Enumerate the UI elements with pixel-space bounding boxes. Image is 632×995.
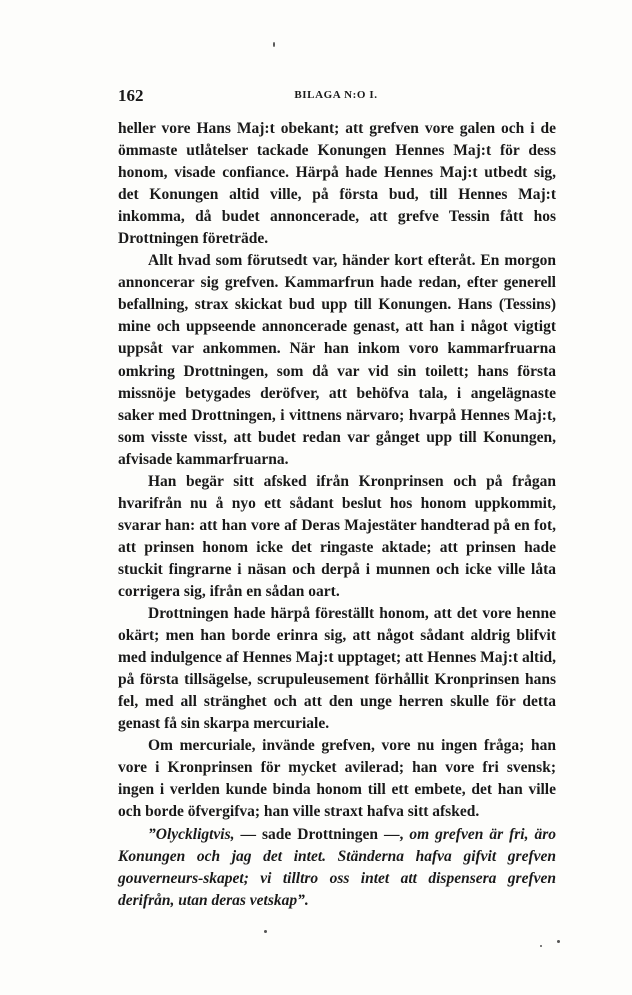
body-text — [118, 118, 556, 912]
quote-attribution: — sade Drottningen —, — [234, 825, 410, 843]
quote-opening: ”Olyckligtvis, — [148, 825, 235, 843]
paragraph-5: Om mercuriale, invände grefven, vore nu ingen fråga; han vore i Kronprinsen för mycket avilerad; han vore fri svensk; ingen i verlden kunde binda honom till ett embete, det han ville och borde öfvergifva; han ville straxt hafva sitt afsked. — [118, 737, 556, 821]
print-speck — [557, 940, 560, 943]
paragraph-3: Han begär sitt afsked ifrån Kronprinsen och på frågan hvarifrån nu å nyo ett sådant beslut hos honom uppkommit, svarar han: att han vore af Deras Majestäter handterad på en fot, att prinsen honom icke det ringaste aktade; att prinsen hade stuckit fingrarne i näsan och derpå i munnen och icke ville låta corrigera sig, ifrån en sådan oart. — [118, 472, 556, 600]
quote-body: om grefven är fri, äro Konungen och jag det intet. Ständerna hafva gifvit grefven gouverneurs-skapet; vi tilltro oss intet att dispensera grefven derifrån, utan deras vetskap”. — [118, 825, 556, 909]
running-head: BILAGA N:O I. — [294, 89, 378, 101]
paragraph-4: Drottningen hade härpå föreställt honom, att det vore henne okärt; men han borde erinra sig, att något sådant aldrig blifvit med indulgence af Hennes Maj:t upptaget; att Hennes Maj:t altid, på första tillsägelse, scrupuleusement förhållit Kronprinsen hans fel, med all stränghet och att den unge herren skulle för detta genast få sin skarpa mercuriale. — [118, 605, 556, 733]
print-speck — [540, 945, 542, 947]
paragraph-6-quote — [118, 824, 556, 912]
print-speck — [264, 930, 267, 933]
paragraph-2: Allt hvad som förutsedt var, händer kort efteråt. En morgon annoncerar sig grefven. Kammarfrun hade redan, efter generell befallning, strax skickat bud upp till Konungen. Hans (Tessins) mine och uppseende annoncerade genast, att han i något vigtigt uppsåt var ankommen. När han inkom voro kammarfruarna omkring Drottningen, som då var vid sin toilett; hans första missnöje betygades deröfver, att behöfva tala, i angelägnaste saker med Drottningen, i vittnens närvaro; hvarpå Hennes Maj:t, som visste visst, att budet redan var gånget upp till Konungen, afvisade kammarfruarna. — [118, 252, 556, 468]
print-speck — [273, 42, 275, 47]
page-header — [118, 86, 554, 108]
paragraph-1: heller vore Hans Maj:t obekant; att grefven vore galen och i de ömmaste utlåtelser tackade Konungen Hennes Maj:t för dess honom, visade confiance. Härpå hade Hennes Maj:t utbedt sig, det Konungen altid ville, på första bud, till Hennes Maj:t inkomma, då budet annoncerade, att grefve Tessin fått hos Drottningen företräde. — [118, 120, 556, 248]
page-number: 162 — [118, 86, 144, 105]
